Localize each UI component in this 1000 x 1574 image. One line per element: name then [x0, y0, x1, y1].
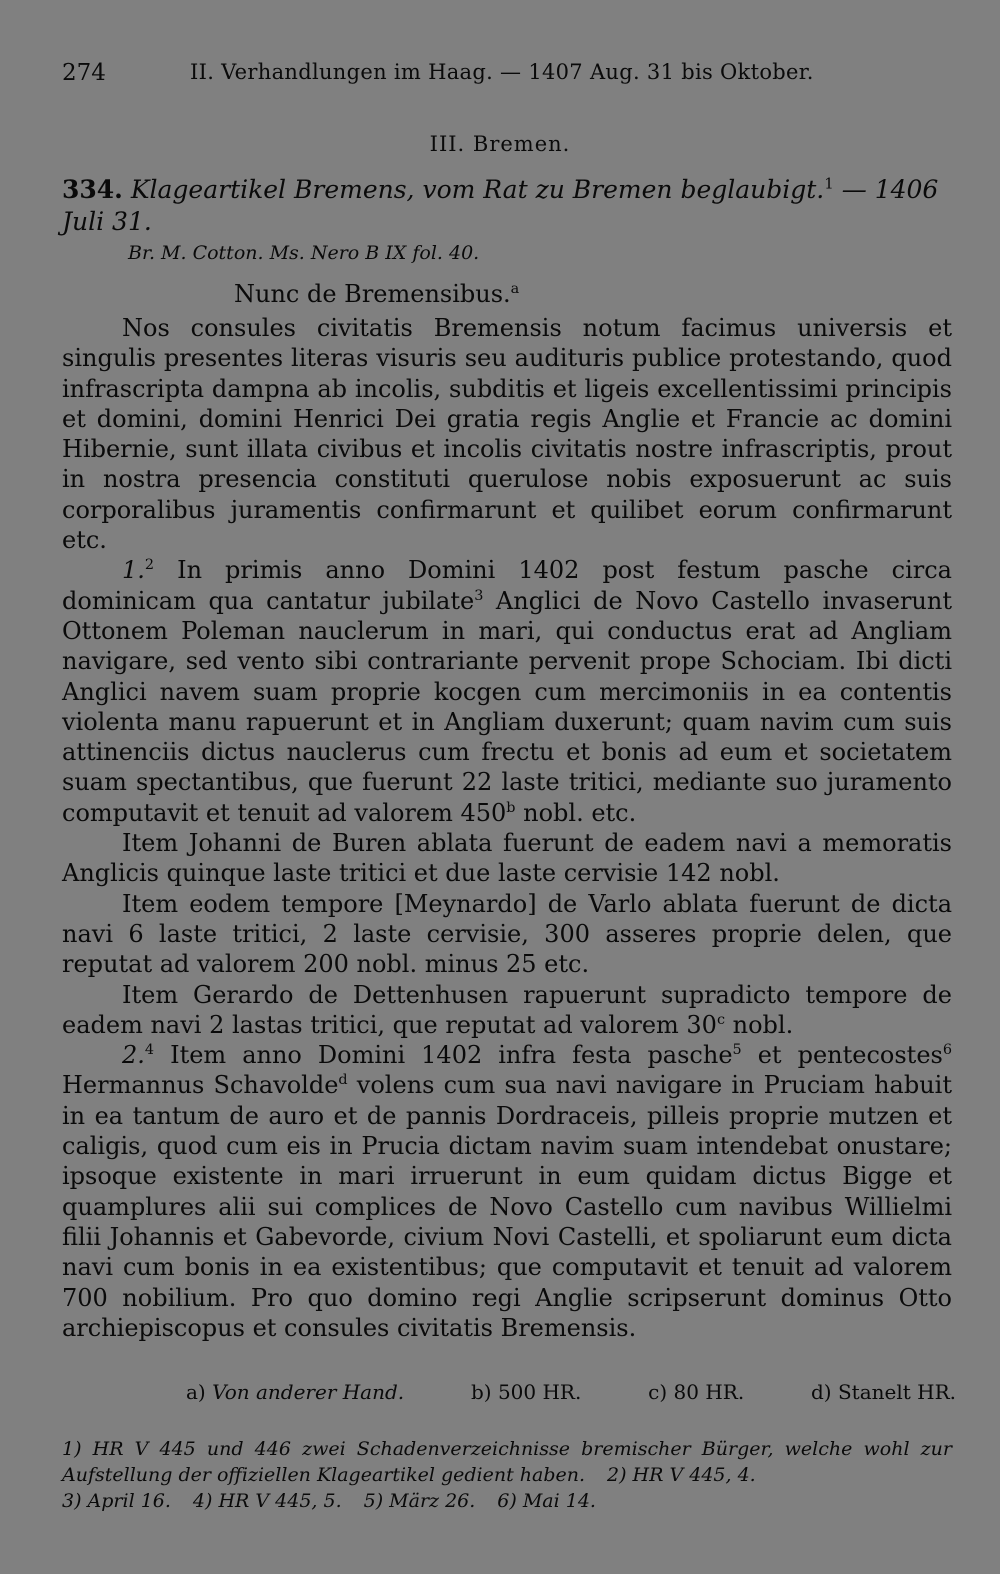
paragraph-6-text-b: et pentecostes — [741, 1041, 943, 1070]
paragraph-2-text-a: In primis anno Domini 1402 post festum pasche circa dominicam qua cantatur jubilate — [62, 556, 952, 615]
article-number: 1. — [122, 556, 145, 585]
paragraph-2-text-b: Anglici de Novo Castello invaserunt Ottonem Poleman nauclerum in mari, qui conductus erat ad Angliam navigare, sed vento sibi contrariante pervenit prope Schociam. Ibi dicti Anglici navem suam proprie kocgen cum mercimoniis in ea contentis violenta manu rapuerunt et in Angliam duxerunt; quam navim cum suis attinenciis dictus nauclerus cum frectu et bonis ad eum et societatem suam spectantibus, que fuerunt 22 laste tritici, mediante suo juramento computavit et tenuit ad valorem 450 — [62, 586, 952, 827]
footnote-key: a) — [186, 1380, 206, 1404]
footnote-ref: 4 — [144, 1042, 155, 1059]
paragraph-6-text-d: volens cum sua navi navigare in Pruciam habuit in ea tantum de auro et de pannis Dordraceis, pilleis proprie mutzen et caligis, quod cum eis in Prucia dictam navim suam intendebat onustare; ipsoque existente in mari irruerunt in eum quidam dictus Bigge et quamplures alii sui complices de Novo Castello cum navibus Willielmi filii Johannis et Gabevorde, civium Novi Castelli, et spoliarunt eum dicta navi cum bonis in ea existentibus; que computavit et tenuit ad valorem 700 nobilium. Pro quo domino regi Anglie scripserunt dominus Otto archiepiscopus et consules civitatis Bremensis. — [62, 1071, 952, 1342]
footnote-c — [648, 1380, 744, 1404]
footnote-d — [811, 1380, 956, 1404]
footnote-key: d) — [811, 1380, 832, 1404]
paragraph-6-text-a: Item anno Domini 1402 infra festa pasche — [154, 1041, 733, 1070]
footnote-text: Stanelt HR. — [837, 1380, 956, 1404]
paragraph-2-text-c: nobl. etc. — [515, 798, 637, 827]
article-number: 2. — [122, 1041, 145, 1070]
document-date: — 1406 Juli 31. — [62, 175, 939, 236]
footnote-ref: 3 — [474, 587, 484, 604]
paragraph-3: Item Johanni de Buren ablata fuerunt de eadem navi a memoratis Anglicis quinque laste tritici et due laste cervisie 142 nobl. — [62, 829, 952, 888]
footnote-b — [471, 1380, 581, 1404]
footnote-text: 80 HR. — [673, 1380, 745, 1404]
footnote-ref: 2 — [144, 557, 155, 574]
footnote-key: c) — [648, 1380, 668, 1404]
footnote-5: 5) März 26. — [363, 1490, 476, 1512]
footnote-4: 4) HR V 445, 5. — [192, 1490, 342, 1512]
footnote-6: 6) Mai 14. — [497, 1490, 596, 1512]
nunc-line — [234, 280, 519, 308]
document-number: 334. — [62, 175, 123, 204]
footnote-ref: 5 — [732, 1042, 742, 1059]
paragraph-5-text-a: Item Gerardo de Dettenhusen rapuerunt supradicto tempore de eadem navi 2 lastas tritici, que reputat ad valorem 30 — [62, 980, 952, 1039]
footnote-a — [186, 1380, 404, 1404]
textual-footnotes — [186, 1380, 956, 1404]
source-reference: Br. M. Cotton. Ms. Nero B IX fol. 40. — [128, 242, 480, 264]
footnote-text: 500 HR. — [497, 1380, 582, 1404]
footnote-2: 2) HR V 445, 4. — [607, 1464, 756, 1486]
footnote-ref: 6 — [942, 1042, 952, 1059]
footnote-ref: a — [510, 281, 520, 297]
footnote-ref: c — [716, 1011, 726, 1028]
paragraph-5-text-b: nobl. — [725, 1010, 794, 1039]
page-number: 274 — [62, 60, 106, 86]
running-header — [62, 60, 942, 94]
footnote-key: b) — [470, 1380, 492, 1404]
section-heading: III. Bremen. — [429, 132, 571, 156]
numbered-footnotes — [62, 1436, 952, 1514]
footnote-ref: d — [338, 1072, 348, 1089]
footnote-1: 1) HR V 445 und 446 zwei Schadenverzeichnisse bremischer Bürger, welche wohl zur Aufstellung der offiziellen Klageartikel gedient haben. — [62, 1438, 952, 1486]
paragraph-4: Item eodem tempore [Meynardo] de Varlo ablata fuerunt de dicta navi 6 laste tritici, 2 laste cervisie, 300 asseres proprie delen, que reputat ad valorem 200 nobl. minus 25 etc. — [62, 889, 952, 979]
paragraph-6-text-c: Hermannus Schavolde — [62, 1071, 339, 1100]
document-title-text: Klageartikel Bremens, vom Rat zu Bremen beglaubigt. — [130, 175, 825, 204]
paragraph-6 — [62, 1040, 952, 1343]
nunc-text: Nunc de Bremensibus. — [234, 280, 511, 308]
paragraph-5 — [62, 980, 952, 1041]
body-text — [62, 313, 952, 1343]
footnote-3: 3) April 16. — [62, 1490, 171, 1512]
paragraph-1: Nos consules civitatis Bremensis notum facimus universis et singulis presentes literas visuris seu audituris publice protestando, quod infrascripta dampna ab incolis, subditis et ligeis excellentissimi principis et domini, domini Henrici Dei gratia regis Anglie et Francie ac domini Hibernie, sunt illata civibus et incolis civitatis nostre infrascriptis, prout in nostra presencia constituti querulose nobis exposuerunt ac suis corporalibus juramentis confirmarunt et quilibet eorum confirmarunt etc. — [62, 314, 952, 555]
footnote-ref: b — [506, 799, 516, 816]
footnote-text: Von anderer Hand. — [212, 1380, 405, 1404]
document-title — [62, 174, 954, 238]
paragraph-2 — [62, 555, 952, 828]
running-title: II. Verhandlungen im Haag. — 1407 Aug. 31 bis Oktober. — [190, 60, 814, 84]
footnote-ref: 1 — [824, 174, 834, 193]
